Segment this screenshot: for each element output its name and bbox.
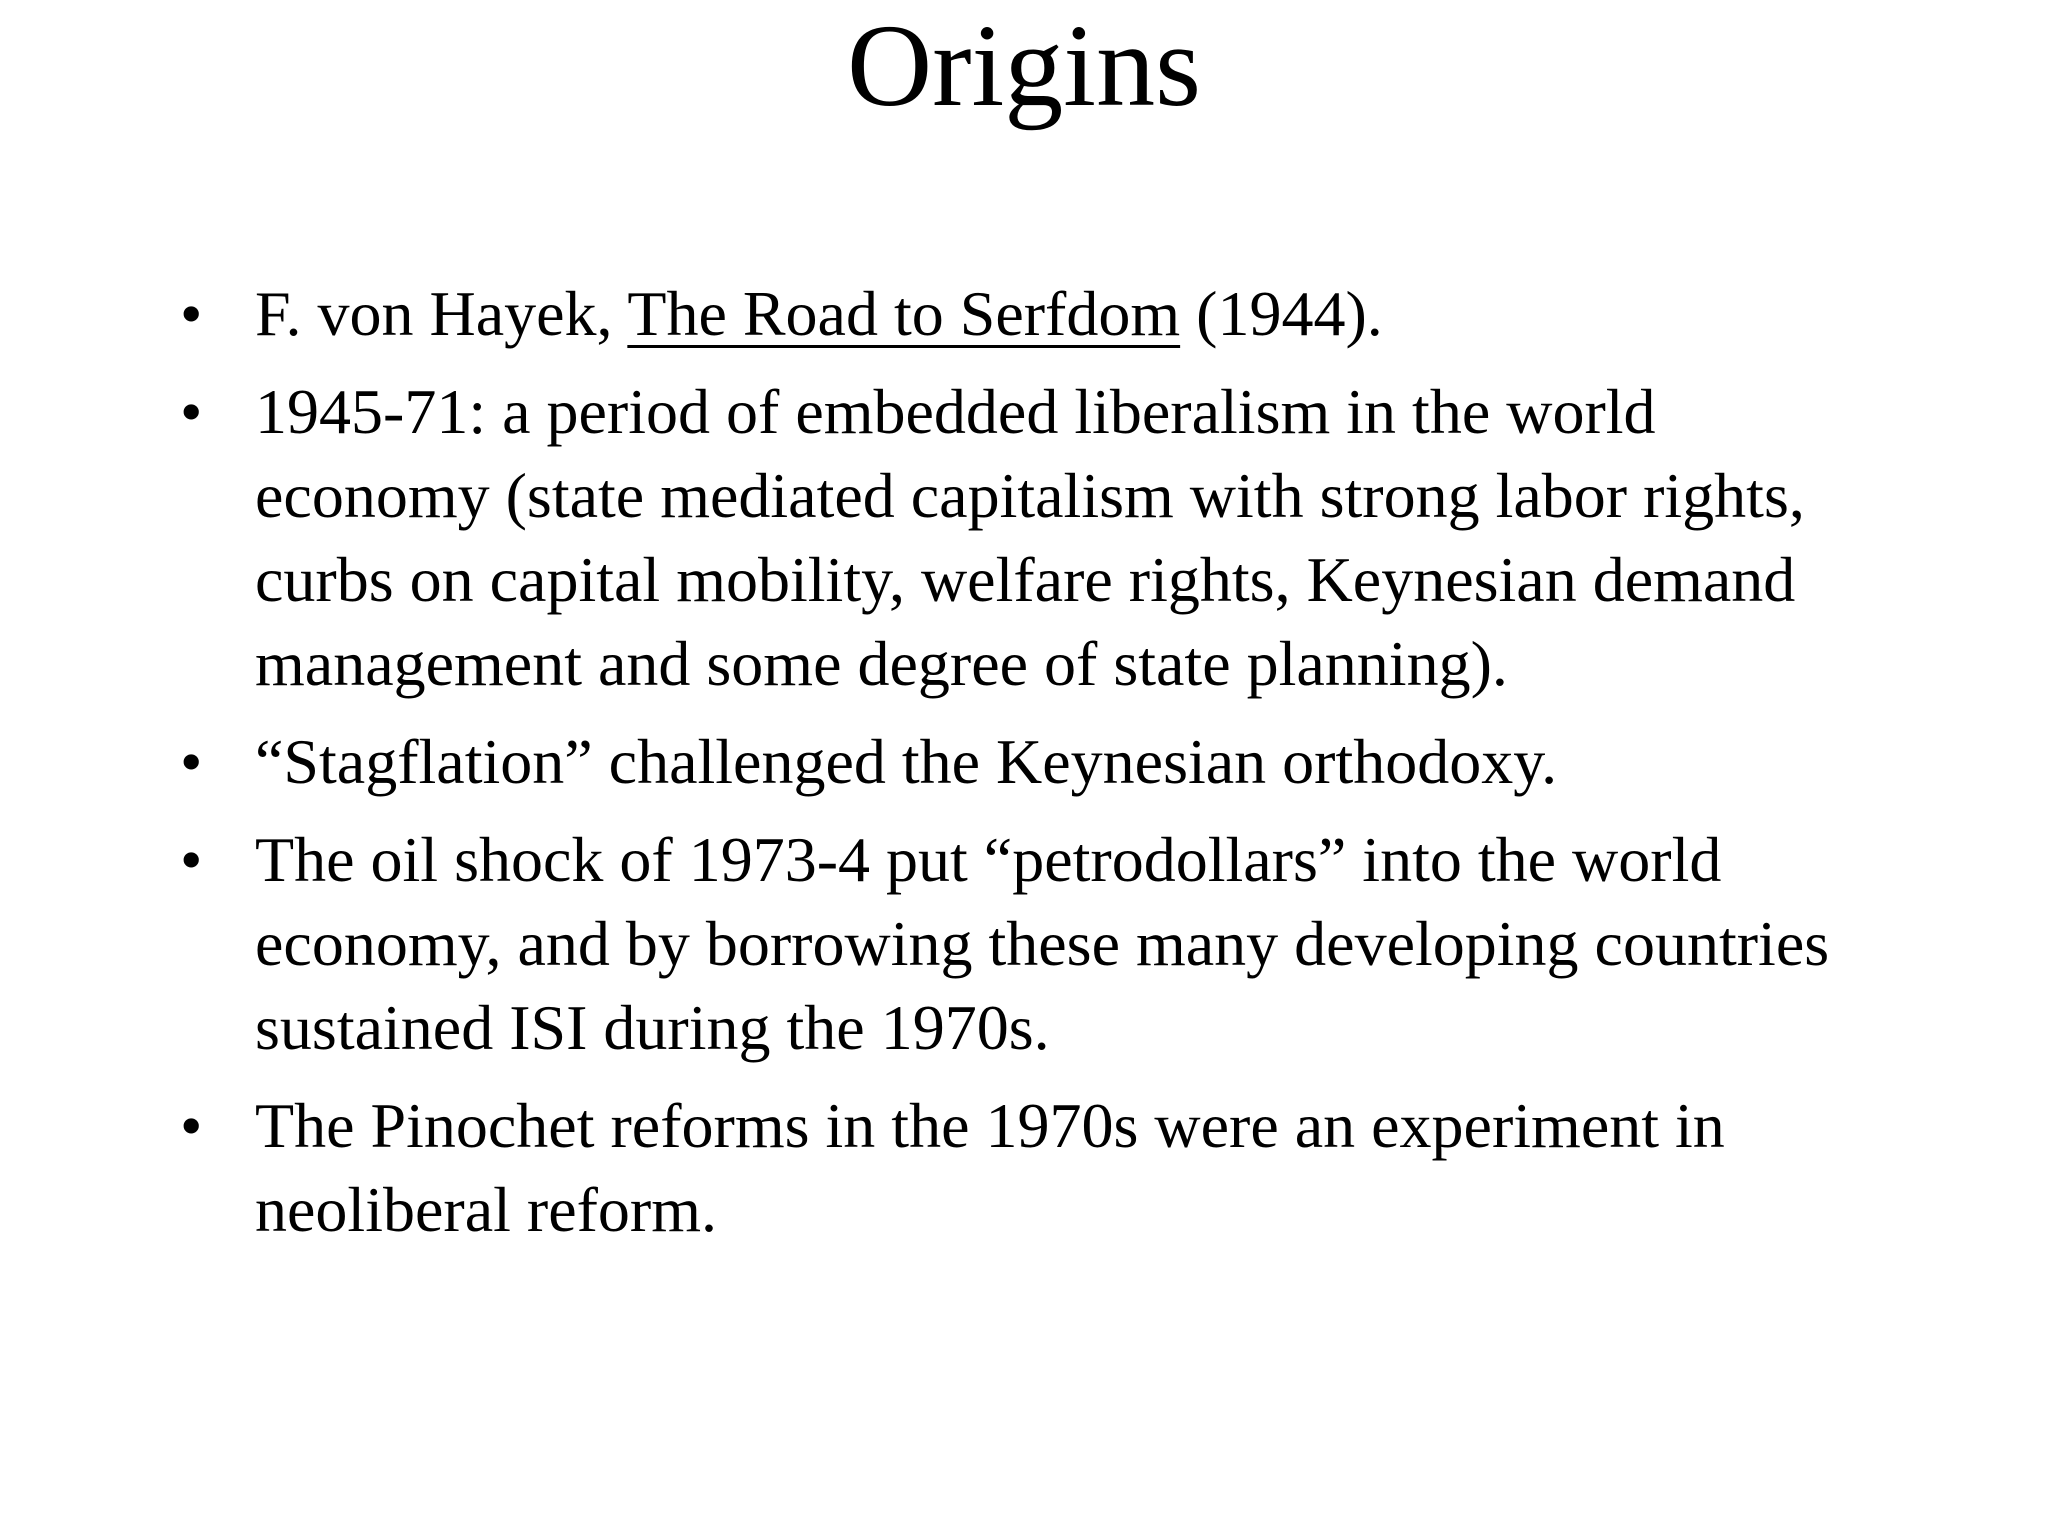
bullet-text: The oil shock of 1973-4 put “petrodollars” into the world economy, and by borrowing these many developing countries sustained ISI during the 1970s. [255,824,1830,1063]
bullet-item-embedded-liberalism [170,370,1890,706]
bullet-text-suffix: (1944). [1180,278,1383,349]
bullet-icon: • [180,376,203,447]
bullet-list [170,272,1890,1266]
bullet-text: 1945-71: a period of embedded liberalism in the world economy (state mediated capitalism with strong labor rights, curbs on capital mobility, welfare rights, Keynesian demand management and some degree of state planning). [255,376,1805,699]
bullet-icon: • [180,824,203,895]
bullet-text-prefix: F. von Hayek, [255,278,628,349]
bullet-icon: • [180,726,203,797]
bullet-text: The Pinochet reforms in the 1970s were an experiment in neoliberal reform. [255,1090,1725,1245]
bullet-icon: • [180,1090,203,1161]
bullet-item-pinochet [170,1084,1890,1252]
bullet-item-stagflation [170,720,1890,804]
bullet-text: “Stagflation” challenged the Keynesian orthodoxy. [255,726,1558,797]
slide-title: Origins [847,0,1201,131]
bullet-icon: • [180,278,203,349]
bullet-item-oil-shock [170,818,1890,1070]
book-title: The Road to Serfdom [627,278,1181,349]
bullet-item-hayek [170,272,1890,356]
